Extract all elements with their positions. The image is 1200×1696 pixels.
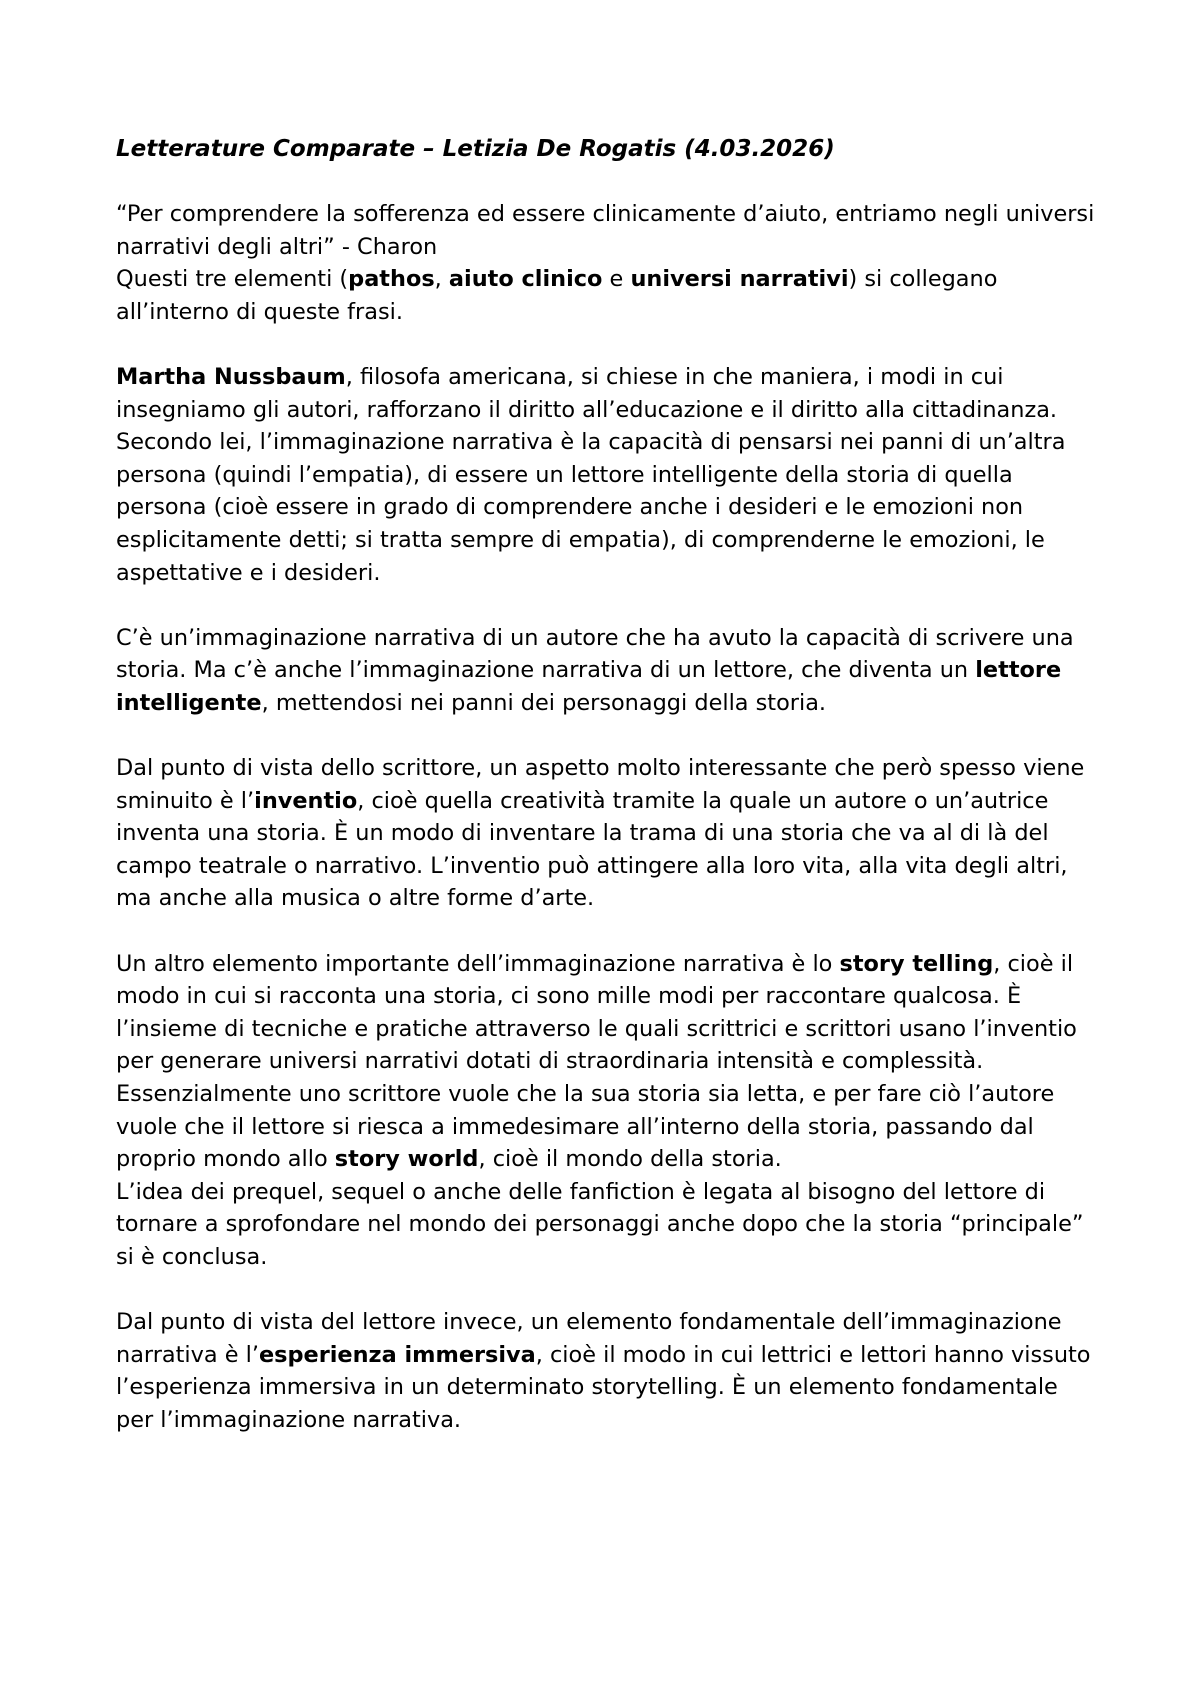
paragraph-gap <box>116 915 1096 948</box>
text-segment: C’è un’immaginazione narrativa di un autore che ha avuto la capacità di scrivere una storia. Ma c’è anche l’immaginazione narrativa di un lettore, che diventa un <box>116 624 1074 684</box>
bold-term-esperienza-immersiva: esperienza immersiva <box>258 1341 536 1368</box>
text-segment: , mettendosi nei panni dei personaggi della storia. <box>261 689 827 716</box>
paragraph-gap <box>116 589 1096 622</box>
text-segment: Dal punto di vista del lettore invece, un elemento fondamentale dell’immaginazione narrativa è l’ <box>116 1309 1062 1368</box>
paragraph-gap <box>116 720 1096 753</box>
text-segment: e <box>602 266 631 293</box>
bold-term-lettore-intelligente: lettore intelligente <box>116 657 1062 716</box>
text-segment: Dal punto di vista dello scrittore, un aspetto molto interessante che però spesso viene sminuito è l’ <box>116 755 1085 814</box>
lettore-paragraph <box>116 622 1096 720</box>
paragraph-gap <box>116 328 1096 361</box>
bold-term-story-telling: story telling <box>839 950 994 977</box>
bold-term-inventio: inventio <box>254 787 358 814</box>
charon-quote: “Per comprendere la sofferenza ed essere clinicamente d’aiuto, entriamo negli universi narrativi degli altri” - Charon <box>116 201 1095 260</box>
bold-term-pathos: pathos <box>348 266 435 293</box>
text-segment: Un altro elemento importante dell’immaginazione narrativa è lo <box>116 950 840 977</box>
text-segment: Questi tre elementi ( <box>116 266 349 293</box>
bold-name-martha-nussbaum: Martha Nussbaum <box>116 363 346 390</box>
bold-term-aiuto-clinico: aiuto clinico <box>448 266 603 293</box>
document-page <box>116 132 1096 1437</box>
paragraph-gap <box>116 1274 1096 1307</box>
elements-paragraph <box>116 263 1096 328</box>
text-segment: ) si collegano all’interno di queste frasi. <box>116 266 998 325</box>
inventio-paragraph <box>116 752 1096 915</box>
bold-term-story-world: story world <box>334 1146 479 1173</box>
text-segment: , cioè quella creatività tramite la quale un autore o un’autrice inventa una storia. È un modo di inventare la trama di una storia che va al di là del campo teatrale o narrativo. L’inventio può attingere alla loro vita, alla vita degli altri, ma anche alla musica o altre forme d’arte. <box>116 787 1068 912</box>
text-segment: , cioè il modo in cui si racconta una storia, ci sono mille modi per raccontare qualcosa. È l’insieme di tecniche e pratiche attraverso le quali scrittrici e scrittori usano l’inventio per generare universi narrativi dotati di straordinaria intensità e complessità. Essenzialmente uno scrittore vuole che la sua storia sia letta, e per fare ciò l’autore vuole che il lettore si riesca a immedesimare all’interno della storia, passando dal proprio mondo allo <box>116 950 1077 1173</box>
nussbaum-paragraph <box>116 361 1096 589</box>
document-title: Letterature Comparate – Letizia De Rogatis (4.03.2026) <box>116 136 835 162</box>
text-segment: , <box>434 266 449 293</box>
text-segment: , cioè il modo in cui lettrici e lettori hanno vissuto l’esperienza immersiva in un determinato storytelling. È un elemento fondamentale per l’immaginazione narrativa. <box>116 1341 1091 1433</box>
esperienza-paragraph <box>116 1306 1096 1436</box>
prequel-paragraph: L’idea dei prequel, sequel o anche delle fanfiction è legata al bisogno del lettore di tornare a sprofondare nel mondo dei personaggi anche dopo che la storia “principale” si è conclusa. <box>116 1178 1084 1270</box>
bold-term-universi-narrativi: universi narrativi <box>630 266 849 293</box>
text-segment: , cioè il mondo della storia. <box>478 1146 782 1173</box>
storytelling-paragraph <box>116 948 1096 1176</box>
text-segment: , filosofa americana, si chiese in che maniera, i modi in cui insegniamo gli autori, rafforzano il diritto all’educazione e il diritto alla cittadinanza. Secondo lei, l’immaginazione narrativa è la capacità di pensarsi nei panni di un’altra persona (quindi l’empatia), di essere un lettore intelligente della storia di quella persona (cioè essere in grado di comprendere anche i desideri e le emozioni non esplicitamente detti; si tratta sempre di empatia), di comprenderne le emozioni, le aspettative e i desideri. <box>116 363 1066 586</box>
